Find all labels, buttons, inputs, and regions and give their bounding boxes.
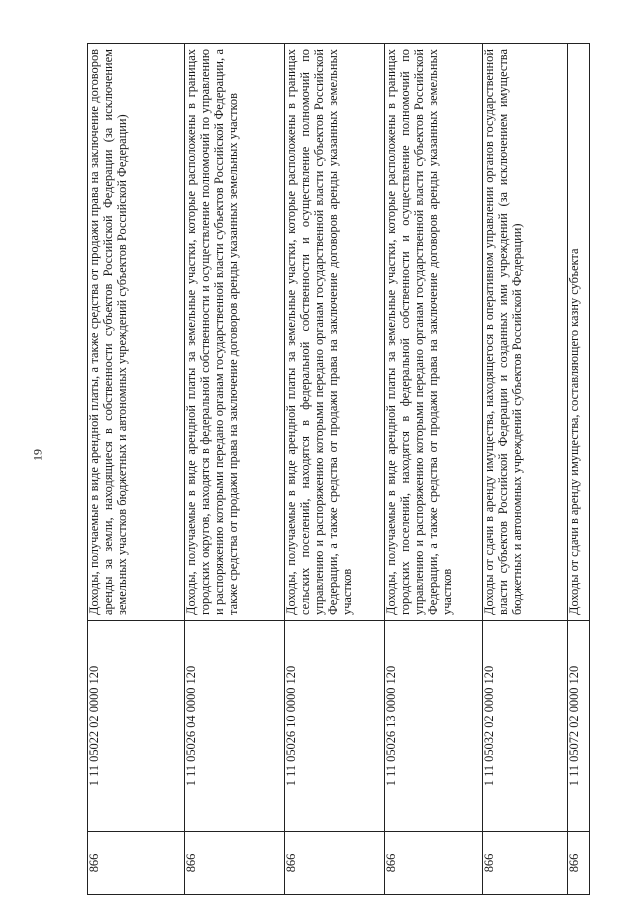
admin-code-cell: 866: [285, 832, 385, 895]
revenue-code-cell: 1 11 05022 02 0000 120: [88, 621, 185, 832]
revenue-codes-table: [87, 43, 590, 895]
admin-code-cell: 866: [385, 832, 483, 895]
revenue-code-cell: 1 11 05072 02 0000 120: [568, 621, 590, 832]
table-row: [285, 44, 385, 895]
description-cell: Доходы, получаемые в виде арендной платы за земельные участки, которые расположены в границах городских поселений, находятся в федеральной собственности и осуществление полномочий по управлению и распоряжению которыми передано органам государственной власти субъектов Российской Федерации, а также средства от продажи права на заключение договоров аренды указанных земельных участков: [385, 44, 483, 621]
table-row: [88, 44, 185, 895]
description-cell: Доходы от сдачи в аренду имущества, составляющего казну субъекта: [568, 44, 590, 621]
revenue-code-cell: 1 11 05026 04 0000 120: [185, 621, 285, 832]
admin-code-cell: 866: [185, 832, 285, 895]
description-cell: Доходы, получаемые в виде арендной платы за земельные участки, которые расположены в границах городских округов, находятся в федеральной собственности и осуществление полномочий по управлению и распоряжению которыми передано органам государственной власти субъектов Российской Федерации, а также средства от продажи права на заключение договоров аренды указанных земельных участков: [185, 44, 285, 621]
revenue-code-cell: 1 11 05026 10 0000 120: [285, 621, 385, 832]
page-number: 19: [30, 449, 45, 461]
admin-code-cell: 866: [568, 832, 590, 895]
table-row: [185, 44, 285, 895]
description-cell: Доходы от сдачи в аренду имущества, находящегося в оперативном управлении органов государственной власти субъектов Российской Федерации и созданных ими учреждений (за исключением имущества бюджетных и автономных учреждений субъектов Российской Федерации): [483, 44, 568, 621]
admin-code-cell: 866: [483, 832, 568, 895]
table-row: [385, 44, 483, 895]
rotated-content: [87, 43, 589, 895]
rotated-table-area: [87, 43, 589, 895]
table-row: [568, 44, 590, 895]
description-cell: Доходы, получаемые в виде арендной платы, а также средства от продажи права на заключение договоров аренды за земли, находящиеся в собственности субъектов Российской Федерации (за исключением земельных участков бюджетных и автономных учреждений субъектов Российской Федерации): [88, 44, 185, 621]
table-row: [483, 44, 568, 895]
revenue-code-cell: 1 11 05032 02 0000 120: [483, 621, 568, 832]
description-cell: Доходы, получаемые в виде арендной платы за земельные участки, которые расположены в границах сельских поселений, находятся в федеральной собственности и осуществление полномочий по управлению и распоряжению которыми передано органам государственной власти субъектов Российской Федерации, а также средства от продажи права на заключение договоров аренды указанных земельных участков: [285, 44, 385, 621]
revenue-code-cell: 1 11 05026 13 0000 120: [385, 621, 483, 832]
admin-code-cell: 866: [88, 832, 185, 895]
